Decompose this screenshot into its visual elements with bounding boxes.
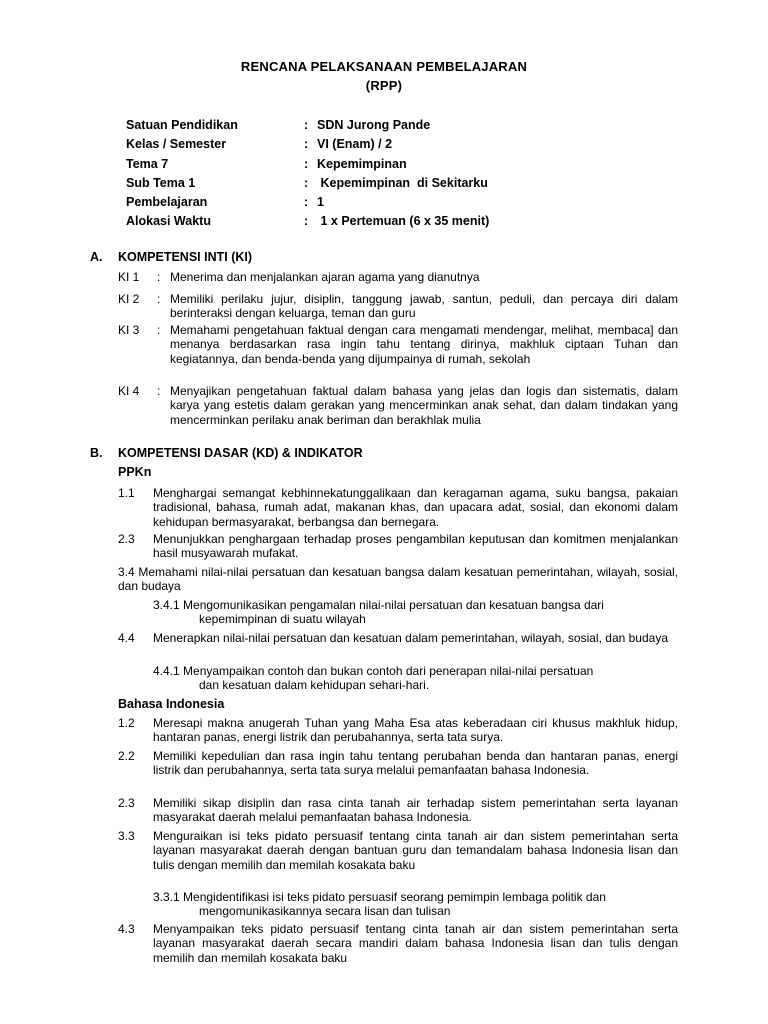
section-letter: A.: [90, 250, 103, 264]
section-letter: B.: [90, 446, 103, 460]
kd-number: 2.2: [118, 749, 135, 763]
identity-label: Tema 7: [126, 156, 169, 171]
ki-colon: :: [157, 270, 161, 284]
ki-item: [118, 270, 678, 284]
indicator-text-continued: kepemimpinan di suatu wilayah: [199, 612, 366, 627]
identity-label: Alokasi Waktu: [126, 214, 211, 229]
kd-text: Menerapkan nilai-nilai persatuan dan kesatuan dalam pemerintahan, wilayah, sosial, dan budaya: [153, 631, 668, 645]
indicator-item: [153, 890, 678, 919]
identity-colon: :: [304, 195, 309, 210]
indicator-text: 3.3.1 Mengidentifikasi isi teks pidato persuasif seorang pemimpin lembaga politik dan: [153, 890, 606, 904]
kd-number: 4.4: [118, 631, 135, 645]
ki-colon: :: [157, 384, 161, 398]
kd-text: Menyampaikan teks pidato persuasif tentang cinta tanah air dan sistem pemerintahan serta layanan masyarakat daerah secara mandiri dalam bahasa Indonesia lisan dan tulis dengan memilih dan memilah kosakata baku: [153, 922, 678, 965]
kd-item: [118, 796, 678, 825]
ki-item: [118, 384, 678, 427]
document-subtitle: (RPP): [365, 78, 403, 93]
indicator-item: [153, 598, 678, 627]
identity-value: 1 x Pertemuan (6 x 35 menit): [317, 214, 490, 229]
identity-label: Sub Tema 1: [126, 175, 196, 190]
identity-value: Kepemimpinan di Sekitarku: [317, 175, 488, 190]
indicator-text: 4.4.1 Menyampaikan contoh dan bukan contoh dari penerapan nilai-nilai persatuan: [153, 664, 594, 678]
kd-text: Memiliki sikap disiplin dan rasa cinta tanah air terhadap sistem pemerintahan serta layanan masyarakat daerah melalui pemanfaatan bahasa Indonesia.: [153, 796, 678, 825]
ki-colon: :: [157, 292, 161, 306]
kd-item: [118, 716, 678, 745]
kd-number: 3.3: [118, 829, 135, 843]
ki-text: Memiliki perilaku jujur, disiplin, tanggung jawab, santun, peduli, dan percaya diri dalam berinteraksi dengan keluarga, teman dan guru: [170, 292, 678, 321]
kd-text: Menguraikan isi teks pidato persuasif tentang cinta tanah air dan sistem pemerintahan serta layanan masyarakat daerah dengan bantuan guru dan temandalam bahasa Indonesia lisan dan tulis dengan memilih dan memilah kosakata baku: [153, 829, 678, 872]
kd-item: [118, 532, 678, 561]
ki-text: Menyajikan pengetahuan faktual dalam bahasa yang jelas dan logis dan sistematis, dalam karya yang estetis dalam gerakan yang mencerminkan anak sehat, dan dalam tindakan yang mencerminkan perilaku anak beriman dan berakhlak mulia: [170, 384, 678, 427]
identity-value: VI (Enam) / 2: [317, 137, 393, 152]
kd-number: 1.1: [118, 486, 135, 500]
kd-text: Memiliki kepedulian dan rasa ingin tahu tentang perubahan benda dan hantaran panas, energi listrik dan perubahannya, serta tata surya melalui pemanfaatan bahasa Indonesia.: [153, 749, 678, 778]
kd-text: Meresapi makna anugerah Tuhan yang Maha Esa atas keberadaan ciri khusus makhluk hidup, hantaran panas, energi listrik dan perubahannya, serta tata surya.: [153, 716, 678, 745]
section-title: KOMPETENSI INTI (KI): [118, 250, 253, 264]
ki-number: KI 1: [118, 270, 140, 284]
kd-item: [118, 922, 678, 965]
ki-number: KI 2: [118, 292, 140, 306]
identity-colon: :: [304, 175, 309, 190]
ki-text: Memahami pengetahuan faktual dengan cara mengamati mendengar, melihat, membaca] dan menanya berdasarkan rasa ingin tahu tentang dirinya, makhluk ciptaan Tuhan dan kegiatannya, dan benda-benda yang dijumpainya di rumah, sekolah: [170, 323, 678, 366]
indicator-text: 3.4.1 Mengomunikasikan pengamalan nilai-nilai persatuan dan kesatuan bangsa dari: [153, 598, 604, 612]
kd-item: [118, 631, 678, 645]
ki-text: Menerima dan menjalankan ajaran agama yang dianutnya: [170, 270, 480, 284]
indicator-text-continued: dan kesatuan dalam kehidupan sehari-hari.: [199, 678, 430, 693]
kd-item: [118, 486, 678, 529]
identity-label: Kelas / Semester: [126, 137, 227, 152]
ki-number: KI 4: [118, 384, 140, 398]
kd-item: [118, 749, 678, 778]
identity-colon: :: [304, 137, 309, 152]
kd-number: 2.3: [118, 796, 135, 810]
ki-colon: :: [157, 323, 161, 337]
identity-value: SDN Jurong Pande: [317, 118, 431, 132]
section-title: KOMPETENSI DASAR (KD) & INDIKATOR: [118, 446, 363, 460]
kd-number: 1.2: [118, 716, 135, 730]
kd-number: 4.3: [118, 922, 135, 936]
indicator-item: [153, 664, 678, 693]
indicator-text-continued: mengomunikasikannya secara lisan dan tulisan: [199, 904, 451, 919]
identity-label: Satuan Pendidikan: [126, 118, 238, 132]
kd-text: Menghargai semangat kebhinnekatunggalikaan dan keragaman agama, suku bangsa, pakaian tradisional, bahasa, rumah adat, makanan khas, dan upacara adat, sosial, dan ekonomi dalam kehidupan bermasyarakat, berbangsa dan bernegara.: [153, 486, 678, 529]
kd-item: [118, 829, 678, 872]
identity-colon: :: [304, 118, 309, 132]
ki-item: [118, 323, 678, 366]
ki-number: KI 3: [118, 323, 140, 337]
identity-label: Pembelajaran: [126, 195, 208, 210]
identity-value: 1: [317, 195, 324, 210]
kd-number: 2.3: [118, 532, 135, 546]
subject-heading-bahasa: Bahasa Indonesia: [118, 697, 225, 711]
ki-item: [118, 292, 678, 321]
kd-text: Menunjukkan penghargaan terhadap proses pengambilan keputusan dan komitmen menjalankan hasil musyawarah mufakat.: [153, 532, 678, 561]
subject-heading-ppkn: PPKn: [118, 465, 152, 479]
document-title: RENCANA PELAKSANAAN PEMBELAJARAN: [240, 59, 528, 74]
kd-item: 3.4 Memahami nilai-nilai persatuan dan kesatuan bangsa dalam kesatuan pemerintahan, wilayah, sosial, dan budaya: [118, 565, 678, 594]
identity-value: Kepemimpinan: [317, 156, 407, 171]
identity-colon: :: [304, 156, 309, 171]
identity-colon: :: [304, 214, 309, 229]
